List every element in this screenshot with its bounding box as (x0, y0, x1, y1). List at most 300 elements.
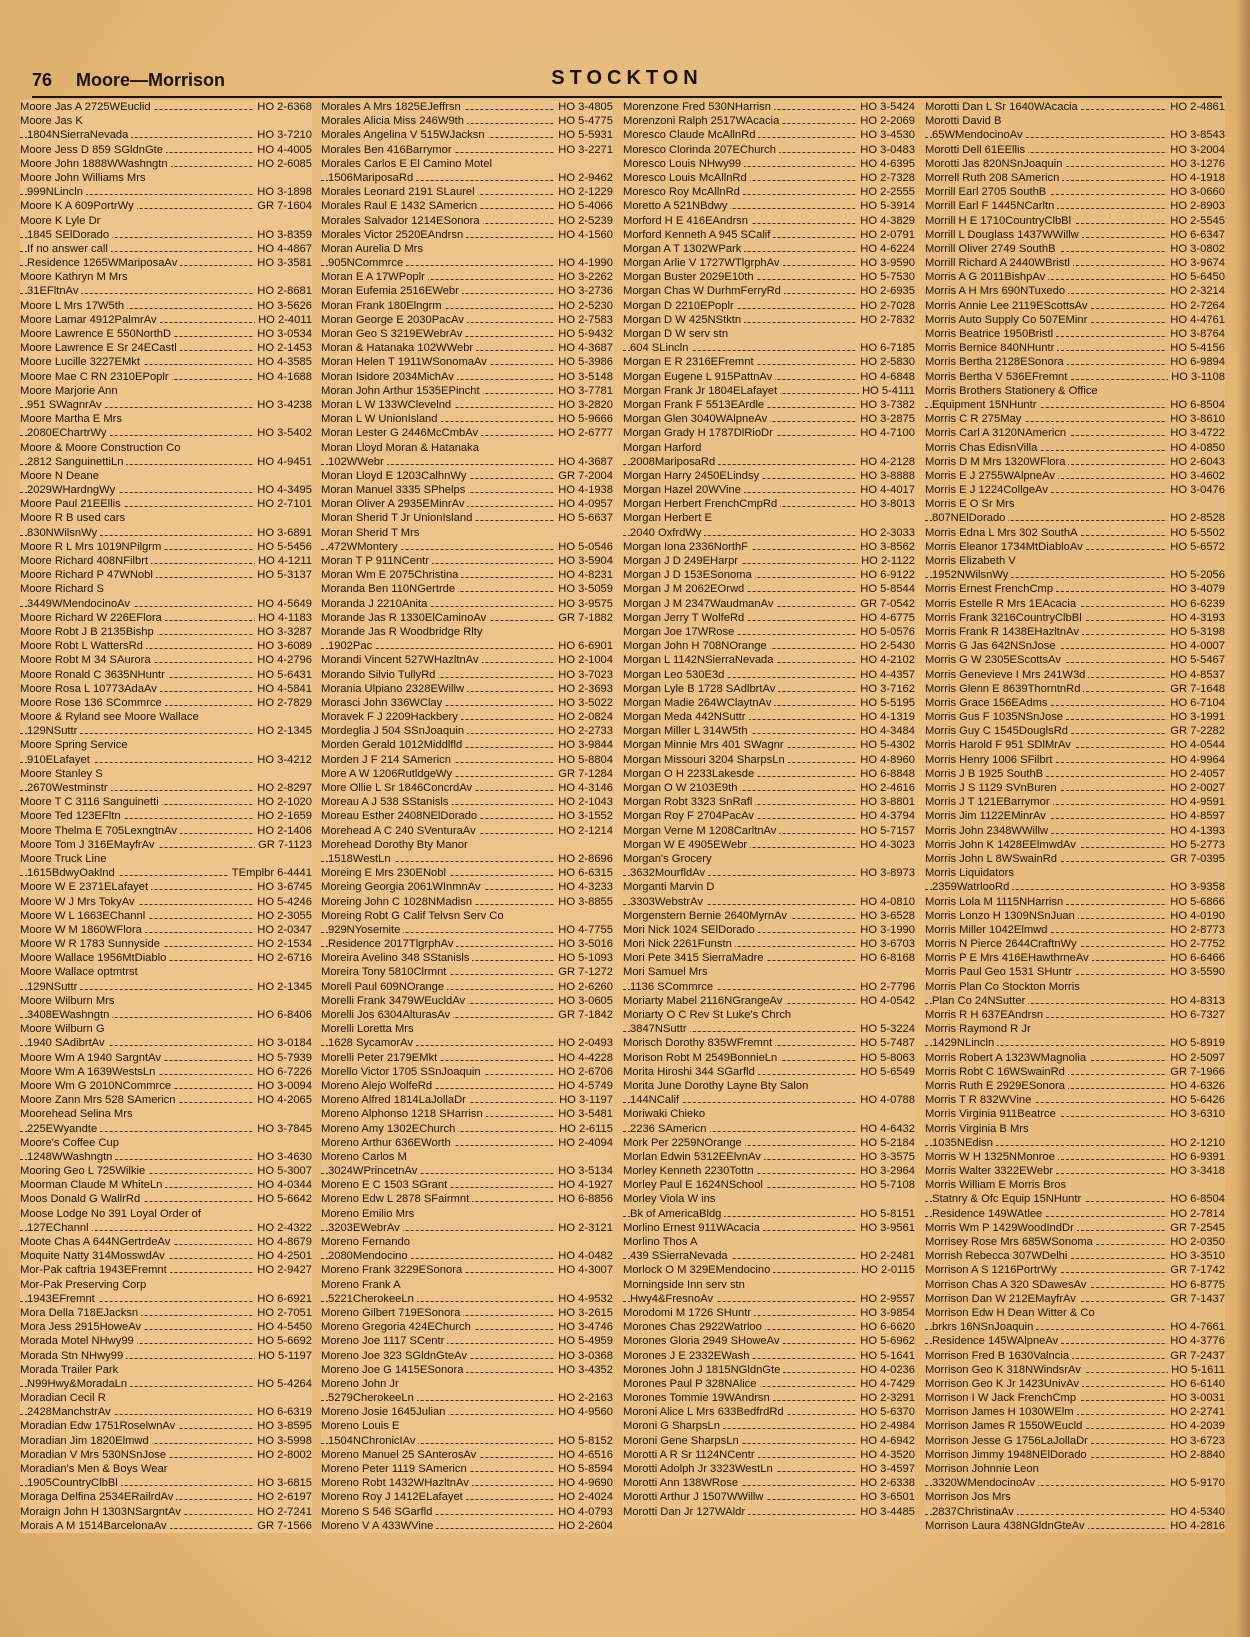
listing-name: Morris J B 1925 SouthB (925, 767, 1046, 781)
listing-name: 3320WMendocinoAv (932, 1476, 1038, 1490)
listing-column-2 (321, 100, 613, 1625)
listing-entry (20, 582, 312, 596)
listing-name: 472WMontery (328, 540, 401, 554)
listing-name: Morania Ulpiano 2328EWillw (321, 682, 467, 696)
listing-entry (925, 497, 1225, 511)
listing-name: Moore W L 1663EChannl (20, 909, 148, 923)
listing-phone: HO 2-0027 (1167, 781, 1225, 795)
listing-phone: HO 2-2604 (555, 1519, 613, 1533)
listing-phone: HO 3-4352 (555, 1363, 613, 1377)
listing-phone: HO 2-3291 (857, 1391, 915, 1405)
listing-entry (623, 1462, 915, 1476)
listing-name: Residence 2017TlgrphAv (328, 937, 456, 951)
listing-name: Moore K Lyle Dr (20, 214, 103, 228)
listing-name: Morehead A C 240 SVenturaAv (321, 824, 479, 838)
listing-name: Mor-Pak Preserving Corp (20, 1278, 149, 1292)
listing-name: 1035NEdisn (932, 1136, 996, 1150)
listing-entry (321, 568, 613, 582)
listing-entry (20, 1434, 312, 1448)
listing-phone: HO 3-7023 (555, 668, 613, 682)
listing-name: Morris Harold F 951 SDlMrAv (925, 738, 1074, 752)
listing-entry (20, 1419, 312, 1433)
listing-name: Morris Estelle R Mrs 1EAcacia (925, 597, 1079, 611)
listing-entry (20, 951, 312, 965)
listing-name: Residence 1265WMariposaAv (27, 256, 180, 270)
listing-name: Morris Grace 156EAdms (925, 696, 1050, 710)
listing-phone: HO 4-0957 (555, 497, 613, 511)
listing-phone: HO 3-1898 (254, 185, 312, 199)
listing-entry (321, 100, 613, 114)
listing-phone: HO 4-9591 (1167, 795, 1225, 809)
listing-name: Morones Gloria 2949 SHoweAv (623, 1334, 783, 1348)
listing-name: Morrish Rebecca 307WDelhi (925, 1249, 1070, 1263)
listing-phone: HO 2-1229 (555, 185, 613, 199)
listing-phone: HO 3-6528 (857, 909, 915, 923)
listing-phone: HO 3-4746 (555, 1320, 613, 1334)
listing-phone: HO 4-3794 (857, 809, 915, 823)
listing-name: 31EFltnAv (27, 284, 81, 298)
listing-entry (623, 256, 915, 270)
listing-phone: GR 7-0542 (857, 597, 915, 611)
listing-entry (20, 1490, 312, 1504)
listing-phone: HO 3-2736 (555, 284, 613, 298)
listing-entry (321, 1448, 613, 1462)
listing-entry (20, 923, 312, 937)
listing-name: Moresco Louis McAllnRd (623, 171, 750, 185)
listing-phone: HO 3-9575 (555, 597, 613, 611)
listing-name: If no answer call (27, 242, 111, 256)
listing-entry (925, 370, 1225, 384)
listing-entry (20, 781, 312, 795)
listing-name: Morotti Arthur J 1507WWillw (623, 1490, 767, 1504)
listing-name: Moran E A 17WPoplr (321, 270, 428, 284)
listing-entry (321, 455, 613, 469)
listing-phone: HO 3-7210 (254, 128, 312, 142)
listing-entry (925, 256, 1225, 270)
listing-name: Morrison Edw H Dean Witter & Co (925, 1306, 1098, 1320)
listing-entry (321, 284, 613, 298)
listing-entry (20, 540, 312, 554)
listing-phone: HO 4-3484 (857, 724, 915, 738)
listing-phone: HO 2-4024 (555, 1490, 613, 1504)
listing-name: 3408EWashngtn (27, 1008, 112, 1022)
listing-entry (20, 1391, 312, 1405)
listing-phone: HO 3-5059 (555, 582, 613, 596)
listing-entry (20, 639, 312, 653)
listing-phone: HO 6-6140 (1167, 1377, 1225, 1391)
listing-entry (925, 639, 1225, 653)
listing-entry (925, 1405, 1225, 1419)
listing-name: Moreno Manuel 25 SAnterosAv (321, 1448, 479, 1462)
listing-phone: HO 6-8504 (1167, 398, 1225, 412)
listing-name: Morelli Peter 2179EMkt (321, 1051, 440, 1065)
listing-entry (925, 185, 1225, 199)
listing-name: Morley Kenneth 2230Tottn (623, 1164, 757, 1178)
listing-entry (623, 895, 915, 909)
listing-entry (623, 199, 915, 213)
listing-name: Moore Spring Service (20, 738, 131, 752)
listing-name: Morisch Dorothy 835WFremnt (623, 1036, 775, 1050)
listing-name: N99Hwy&MoradaLn (27, 1377, 130, 1391)
listing-phone: HO 3-8973 (857, 866, 915, 880)
listing-entry (623, 1065, 915, 1079)
listing-name: Moran & Hatanaka 102WWebr (321, 341, 476, 355)
listing-phone: HO 4-0793 (555, 1505, 613, 1519)
listing-phone: HO 4-3007 (555, 1263, 613, 1277)
listing-name: Morris Wm P 1429WoodIndDr (925, 1221, 1077, 1235)
listing-name: Moreno Roy J 1412ELafayet (321, 1490, 466, 1504)
listing-name: Morris N Pierce 2644CraftnWy (925, 937, 1080, 951)
listing-name: Moreno Frank A (321, 1278, 404, 1292)
listing-phone: HO 3-8359 (254, 228, 312, 242)
listing-name: More A W 1206RutldgeWy (321, 767, 455, 781)
listing-phone: HO 4-1393 (1167, 824, 1225, 838)
listing-name: Moreno Emilio Mrs (321, 1207, 417, 1221)
listing-phone: HO 4-3585 (254, 355, 312, 369)
listing-phone: HO 6-8848 (857, 767, 915, 781)
listing-entry (20, 753, 312, 767)
listing-name: Morotti Ann 138WRose (623, 1476, 741, 1490)
listing-entry (623, 214, 915, 228)
listing-name: Morgan Harford (623, 441, 704, 455)
listing-name: Morgan Arlie V 1727WTlgrphAv (623, 256, 783, 270)
listing-entry (925, 597, 1225, 611)
listing-phone: HO 5-8919 (1167, 1036, 1225, 1050)
listing-entry (623, 880, 915, 894)
listing-name: 127EChannl (27, 1221, 92, 1235)
listing-entry (623, 1107, 915, 1121)
listing-name: 2236 SAmericn (630, 1122, 710, 1136)
listing-name: Morales Victor 2520EAndrsn (321, 228, 466, 242)
listing-name: Moran T P 911NCentr (321, 554, 432, 568)
listing-phone: HO 4-5649 (254, 597, 312, 611)
listing-entry (623, 1192, 915, 1206)
listing-name: Morris E O Sr Mrs (925, 497, 1018, 511)
listing-entry (321, 696, 613, 710)
listing-name: Morgan D W serv stn (623, 327, 731, 341)
listing-entry (925, 568, 1225, 582)
listing-name: Morgan L 1142NSierraNevada (623, 653, 777, 667)
listing-phone: HO 5-6572 (1167, 540, 1225, 554)
listing-name: Moreing Robt G Calif Telvsn Serv Co (321, 909, 507, 923)
listing-entry (925, 171, 1225, 185)
listing-name: 3449WMendocinoAv (27, 597, 133, 611)
listing-entry (20, 1036, 312, 1050)
listing-phone: HO 5-8152 (555, 1434, 613, 1448)
listing-phone: HO 5-5931 (555, 128, 613, 142)
listing-entry (20, 1022, 312, 1036)
listing-entry (20, 199, 312, 213)
listing-name: Morris W H 1325NMonroe (925, 1150, 1058, 1164)
listing-name: 604 SLincln (630, 341, 691, 355)
listing-phone: HO 5-4302 (857, 738, 915, 752)
listing-entry (623, 1207, 915, 1221)
listing-name: Morris Miller 1042Elmwd (925, 923, 1050, 937)
listing-name: 5279CherokeeLn (328, 1391, 417, 1405)
listing-entry (321, 738, 613, 752)
listing-entry (925, 937, 1225, 951)
listing-name: Morgan Minnie Mrs 401 SWagnr (623, 738, 787, 752)
listing-name: 144NCalif (630, 1093, 682, 1107)
listing-name: 2359WatrlooRd (932, 880, 1012, 894)
listing-entry (623, 795, 915, 809)
listing-phone: HO 5-1197 (255, 1349, 312, 1363)
listing-name: Morasci John 336WClay (321, 696, 445, 710)
listing-phone: HO 2-5230 (555, 299, 613, 313)
listing-name: Morales Raul E 1432 SAmericn (321, 199, 480, 213)
listing-name: Morris Virginia 911Beatrce (925, 1107, 1059, 1121)
listing-phone: GR 7-1966 (1167, 1065, 1225, 1079)
listing-name: Moraga Delfina 2534ERailrdAv (20, 1490, 176, 1504)
listing-phone: HO 3-9854 (857, 1306, 915, 1320)
listing-name: Morris Ruth E 2929ESonora (925, 1079, 1068, 1093)
listing-name: 129NSuttr (27, 724, 80, 738)
listing-entry (925, 128, 1225, 142)
listing-entry (321, 1405, 613, 1419)
listing-name: Moore W R 1783 Sunnyside (20, 937, 163, 951)
listing-entry (321, 1349, 613, 1363)
listing-phone: HO 5-9170 (1167, 1476, 1225, 1490)
listing-entry (623, 1278, 915, 1292)
listing-entry (925, 100, 1225, 114)
listing-name: Morotti Jas 820NSnJoaquin (925, 157, 1065, 171)
listing-name: Moreira Avelino 348 SStanisls (321, 951, 472, 965)
listing-name: Morningside Inn serv stn (623, 1278, 748, 1292)
listing-entry (925, 426, 1225, 440)
listing-phone: HO 2-1406 (254, 824, 312, 838)
listing-phone: HO 2-5097 (1167, 1051, 1225, 1065)
listing-entry (623, 668, 915, 682)
listing-entry (925, 270, 1225, 284)
listing-name: Hwy4&FresnoAv (630, 1292, 716, 1306)
listing-name: Moreno Joe 323 SGldnGteAv (321, 1349, 470, 1363)
listing-name: 102WWebr (328, 455, 387, 469)
listing-entry (925, 483, 1225, 497)
listing-entry (623, 1249, 915, 1263)
listing-name: Moradian V Mrs 530NSnJose (20, 1448, 169, 1462)
listing-phone: HO 4-5841 (254, 682, 312, 696)
listing-phone: HO 3-5016 (555, 937, 613, 951)
listing-name: Morones Tommie 19WAndrsn (623, 1391, 773, 1405)
listing-entry (20, 554, 312, 568)
listing-phone: HO 6-6466 (1167, 951, 1225, 965)
listing-name: Moreno Alfred 1814LaJollaDr (321, 1093, 469, 1107)
listing-entry (20, 625, 312, 639)
listing-phone: HO 2-1004 (555, 653, 613, 667)
listing-entry (623, 185, 915, 199)
listing-entry (925, 214, 1225, 228)
listing-phone: HO 3-4630 (254, 1150, 312, 1164)
listing-entry (20, 1136, 312, 1150)
listing-name: Moreing John C 1028NMadisn (321, 895, 475, 909)
listing-name: Morenzoni Ralph 2517WAcacia (623, 114, 782, 128)
listing-entry (321, 1320, 613, 1334)
listing-phone: HO 6-6239 (1167, 597, 1225, 611)
listing-phone: HO 2-6197 (254, 1490, 312, 1504)
listing-entry (623, 582, 915, 596)
listing-entry (623, 1122, 915, 1136)
listing-entry (623, 370, 915, 384)
listing-entry (623, 341, 915, 355)
listing-entry (925, 199, 1225, 213)
listing-name: Morgenstern Bernie 2640MyrnAv (623, 909, 790, 923)
listing-entry (925, 1065, 1225, 1079)
listing-entry (623, 398, 915, 412)
listing-phone: HO 3-8610 (1167, 412, 1225, 426)
listing-name: 929NYosemite (328, 923, 403, 937)
listing-name: 1952NWilsnWy (932, 568, 1011, 582)
listing-name: Moreno E C 1503 SGrant (321, 1178, 450, 1192)
listing-phone: GR 7-1272 (555, 965, 613, 979)
listing-phone: HO 4-1319 (857, 710, 915, 724)
listing-phone: HO 4-0482 (555, 1249, 613, 1263)
running-head: Moore—Morrison (76, 70, 226, 90)
listing-entry (20, 682, 312, 696)
listing-name: Morgan D 2210EPoplr (623, 299, 737, 313)
listing-entry (20, 1192, 312, 1206)
listing-entry (321, 1079, 613, 1093)
listing-entry (925, 1122, 1225, 1136)
listing-entry (20, 1079, 312, 1093)
listing-phone: HO 5-1641 (857, 1349, 915, 1363)
listing-name: Morrill L Douglass 1437WWillw (925, 228, 1082, 242)
listing-entry (321, 341, 613, 355)
listing-phone: HO 5-6549 (857, 1065, 915, 1079)
listing-name: 1506MariposaRd (328, 171, 416, 185)
listing-name: Morais A M 1514BarcelonaAv (20, 1519, 170, 1533)
listing-phone: HO 6-8856 (555, 1192, 613, 1206)
listing-entry (623, 526, 915, 540)
listing-name: Moreno Gregoria 424EChurch (321, 1320, 474, 1334)
listing-phone: HO 5-0546 (555, 540, 613, 554)
listing-entry (321, 682, 613, 696)
listing-entry (925, 980, 1225, 994)
listing-entry (925, 284, 1225, 298)
listing-entry (20, 384, 312, 398)
listing-entry (925, 1476, 1225, 1490)
listing-name: 2812 SanguinettiLn (27, 455, 126, 469)
listing-entry (20, 824, 312, 838)
listing-entry (623, 1490, 915, 1504)
listing-phone: GR 7-1742 (1167, 1263, 1225, 1277)
listing-phone: HO 3-0476 (1167, 483, 1225, 497)
listing-entry (321, 1136, 613, 1150)
listing-name: 2029WHardngWy (27, 483, 118, 497)
listing-entry (623, 1051, 915, 1065)
listing-phone: HO 6-7104 (1167, 696, 1225, 710)
listing-name: Morrison Jesse G 1756LaJollaDr (925, 1434, 1091, 1448)
listing-entry (321, 128, 613, 142)
listing-name: Moravek F J 2209Hackbery (321, 710, 461, 724)
listing-name: Morgan Miller L 314W5th (623, 724, 751, 738)
listing-phone: HO 2-7264 (1167, 299, 1225, 313)
listing-phone: HO 2-7752 (1167, 937, 1225, 951)
listing-name: Moore K A 609PortrWy (20, 199, 137, 213)
listing-name: Moore Ted 123EFltn (20, 809, 124, 823)
listing-phone: HO 4-3687 (555, 455, 613, 469)
listing-name: 129NSuttr (27, 980, 80, 994)
listing-entry (925, 540, 1225, 554)
listing-name: Morotti Dell 61EEllis (925, 143, 1028, 157)
listing-phone: HO 5-3198 (1167, 625, 1225, 639)
listing-entry (321, 157, 613, 171)
listing-name: Moore T C 3116 Sanguinetti (20, 795, 162, 809)
listing-entry (20, 1263, 312, 1277)
listing-name: Moreau Esther 2408NElDorado (321, 809, 480, 823)
listing-name: Moore Robt J B 2135Bishp (20, 625, 157, 639)
listing-entry (20, 1221, 312, 1235)
listing-phone: HO 4-7755 (555, 923, 613, 937)
listing-phone: HO 2-1453 (254, 341, 312, 355)
listing-phone: HO 5-6431 (254, 668, 312, 682)
listing-phone: HO 4-1938 (555, 483, 613, 497)
listing-name: Moran Sherid T Mrs (321, 526, 422, 540)
listing-phone: HO 4-2816 (1167, 1519, 1225, 1533)
listing-phone: HO 3-9674 (1167, 256, 1225, 270)
listing-name: Moreno Peter 1119 SAmericn (321, 1462, 470, 1476)
listing-entry (925, 767, 1225, 781)
listing-phone: HO 4-1211 (255, 554, 312, 568)
listing-name: Moran Aurelia D Mrs (321, 242, 426, 256)
listing-name: Morden J F 214 SAmericn (321, 753, 454, 767)
listing-entry (321, 767, 613, 781)
listing-name: Morales Angelina V 515WJacksn (321, 128, 488, 142)
listing-entry (20, 398, 312, 412)
listing-entry (321, 724, 613, 738)
listing-name: Moran Sherid T Jr UnionIsland (321, 511, 475, 525)
listing-entry (925, 157, 1225, 171)
listing-name: Mori Pete 3415 SierraMadre (623, 951, 767, 965)
listing-phone: HO 4-2065 (254, 1093, 312, 1107)
listing-name: Morita June Dorothy Layne Bty Salon (623, 1079, 811, 1093)
listing-phone: HO 3-8764 (1167, 327, 1225, 341)
listing-name: Moore W M 1860WFlora (20, 923, 145, 937)
listing-name: Moreno Frank 3229ESonora (321, 1263, 465, 1277)
listing-entry (925, 1178, 1225, 1192)
listing-entry (321, 327, 613, 341)
listing-entry (321, 611, 613, 625)
listing-phone: HO 2-5545 (1167, 214, 1225, 228)
listing-phone: GR 7-1882 (555, 611, 613, 625)
listing-name: Moore Truck Line (20, 852, 109, 866)
listing-entry (925, 880, 1225, 894)
listing-column-1 (20, 100, 312, 1625)
listing-entry (925, 1349, 1225, 1363)
listing-entry (623, 242, 915, 256)
listing-phone: HO 4-2039 (1167, 1419, 1225, 1433)
listing-entry (623, 540, 915, 554)
listing-entry (623, 866, 915, 880)
listing-name: Moran Wm E 2075Christina (321, 568, 461, 582)
listing-entry (925, 1363, 1225, 1377)
listing-phone: HO 5-3224 (857, 1022, 915, 1036)
listing-entry (623, 455, 915, 469)
listing-name: Morris R H 637EAndrsn (925, 1008, 1046, 1022)
listing-phone: HO 5-5456 (254, 540, 312, 554)
listing-name: Morelli Frank 3479WEucldAv (321, 994, 468, 1008)
listing-phone: HO 6-8168 (857, 951, 915, 965)
listing-name: Morrell Ruth 208 SAmericn (925, 171, 1062, 185)
listing-entry (925, 852, 1225, 866)
listing-name: Moran Lloyd Moran & Hatanaka (321, 441, 482, 455)
listing-name: 3203EWebrAv (328, 1221, 403, 1235)
listing-name: Morris Glenn E 8639ThorntnRd (925, 682, 1083, 696)
listing-entry (623, 625, 915, 639)
listing-name: Moradian Jim 1820Elmwd (20, 1434, 152, 1448)
listing-phone: HO 2-1210 (1167, 1136, 1225, 1150)
listing-name: 2080Mendocino (328, 1249, 411, 1263)
listing-name: Morris Lola M 1115NHarrisn (925, 895, 1066, 909)
